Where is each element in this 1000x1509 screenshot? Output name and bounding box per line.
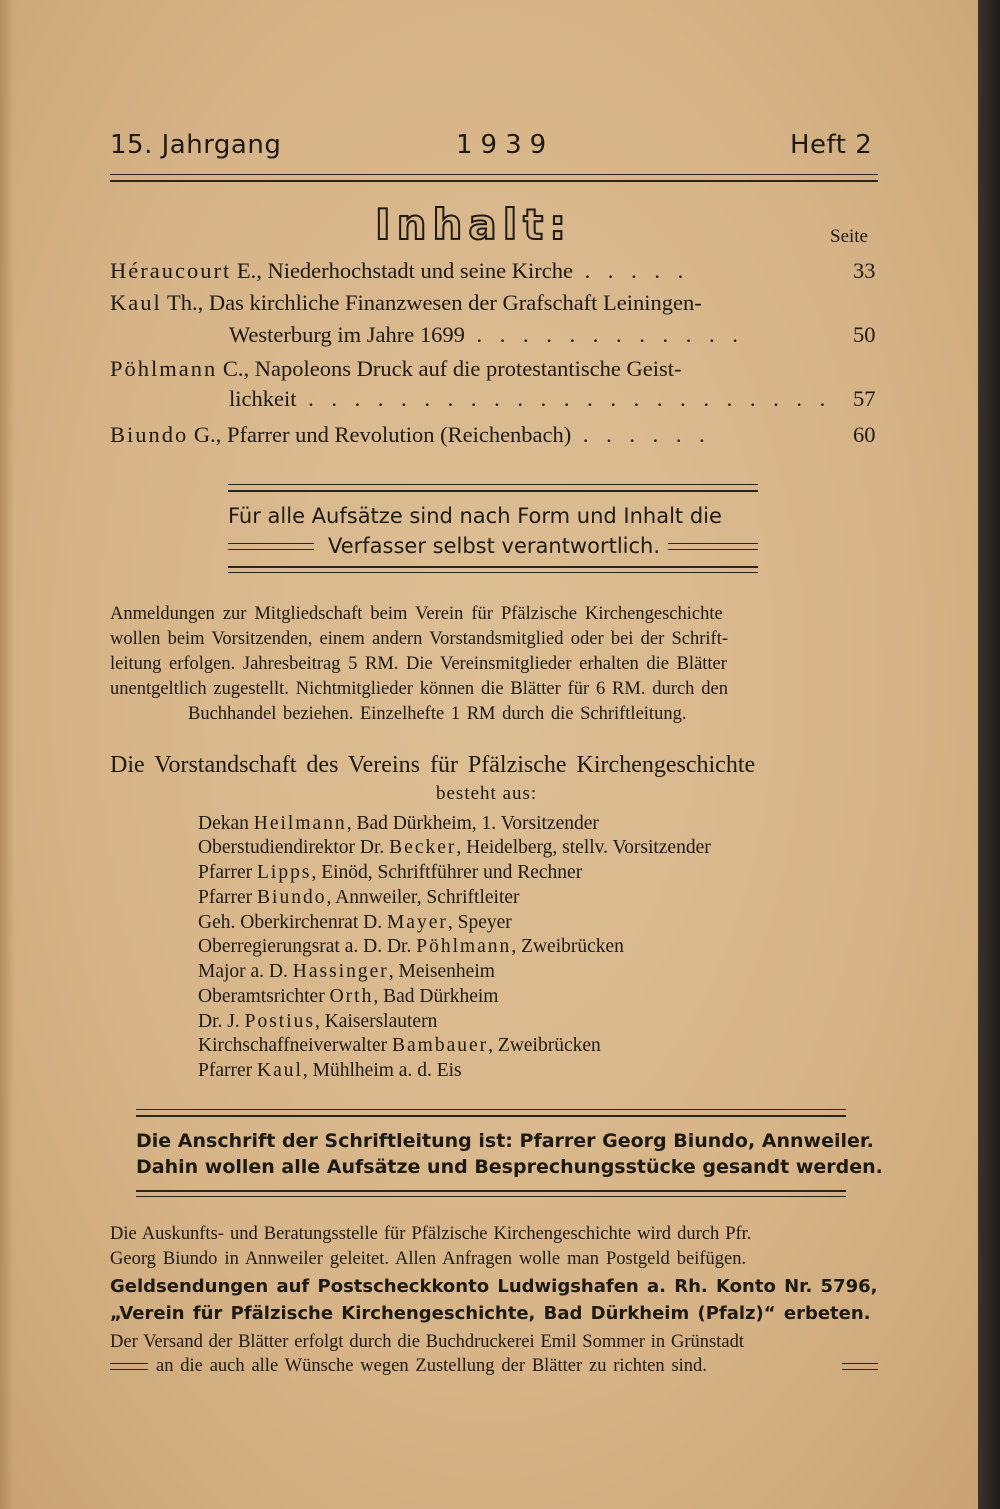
board-member <box>198 837 711 859</box>
member-name: Bambauer <box>392 1035 489 1056</box>
board-subheading: besteht aus: <box>436 783 538 804</box>
disclaimer-rule-bottom-2 <box>228 572 758 573</box>
member-detail: , Zweibrücken <box>511 936 624 957</box>
member-detail: , Kaiserslautern <box>314 1011 438 1032</box>
info-flourish-right <box>842 1363 878 1364</box>
member-role: Pfarrer <box>198 1060 258 1081</box>
disclaimer-flourish-left <box>228 543 314 544</box>
info-flourish-right-2 <box>842 1369 878 1370</box>
disclaimer-flourish-right <box>668 543 758 544</box>
disclaimer-rule-bottom <box>228 566 758 568</box>
info-flourish-left-2 <box>110 1369 148 1370</box>
toc-title: G., Pfarrer und Revolution (Reichenbach) <box>188 422 572 447</box>
member-name: Orth <box>329 986 374 1007</box>
header-rule-bottom <box>110 180 878 182</box>
info-line-bold: „Verein für Pfälzische Kirchengeschichte, Bad Dürkheim (Pfalz)“ erbeten. <box>110 1303 871 1324</box>
toc-page: 50 <box>853 322 876 347</box>
address-rule-bottom-2 <box>136 1196 846 1197</box>
toc-page: 60 <box>853 422 876 447</box>
disclaimer-rule-top <box>228 484 758 485</box>
member-name: Pöhlmann <box>416 936 512 957</box>
disclaimer-line-2: Verfasser selbst verantwortlich. <box>328 534 661 558</box>
info-line: Die Auskunfts- und Beratungsstelle für Pfälzische Kirchengeschichte wird durch Pfr. <box>110 1224 752 1244</box>
member-detail: , Einöd, Schriftführer und Rechner <box>311 862 583 883</box>
member-role: Kirchschaffneiverwalter <box>198 1035 393 1056</box>
board-member <box>198 887 520 909</box>
member-detail: , Bad Dürkheim <box>373 986 499 1007</box>
board-member <box>198 1011 437 1033</box>
membership-line: wollen beim Vorsitzenden, einem andern Vorstandsmitglied oder bei der Schrift- <box>110 629 729 649</box>
member-detail: , Zweibrücken <box>488 1035 601 1056</box>
address-line-2: Dahin wollen alle Aufsätze und Besprechungsstücke gesandt werden. <box>136 1156 883 1178</box>
address-rule-top-2 <box>136 1115 846 1117</box>
member-role: Dekan <box>198 813 254 834</box>
membership-line: Buchhandel beziehen. Einzelhefte 1 RM durch die Schriftleitung. <box>188 704 687 724</box>
toc-entry <box>110 422 711 448</box>
member-role: Pfarrer <box>198 887 258 908</box>
board-member <box>198 961 495 983</box>
info-line-bold: Geldsendungen auf Postscheckkonto Ludwigshafen a. Rh. Konto Nr. 5796, <box>110 1276 878 1297</box>
issue-label: Heft 2 <box>790 130 873 160</box>
toc-leader: . . . . . <box>572 258 690 283</box>
toc-author: Pöhlmann <box>110 356 218 381</box>
volume-label: 15. Jahrgang <box>110 130 282 160</box>
book-spine <box>978 0 1000 1509</box>
member-role: Dr. J. <box>198 1011 245 1032</box>
toc-title: E., Niederhochstadt und seine Kirche <box>231 258 573 283</box>
page-edge-shadow <box>0 0 14 1509</box>
member-role: Pfarrer <box>198 862 258 883</box>
address-rule-bottom <box>136 1190 846 1192</box>
header-rule-top <box>110 174 878 175</box>
member-role: Major a. D. <box>198 961 293 982</box>
toc-page: 33 <box>853 258 876 283</box>
toc-entry <box>110 258 689 284</box>
toc-entry <box>110 356 682 382</box>
member-role: Oberregierungsrat a. D. Dr. <box>198 936 417 957</box>
membership-line: leitung erfolgen. Jahresbeitrag 5 RM. Die Vereinsmitglieder erhalten die Blätter <box>110 654 727 674</box>
toc-entry-continued <box>229 386 831 412</box>
member-detail: , Meisenheim <box>388 961 495 982</box>
member-name: Biundo <box>257 887 327 908</box>
member-detail: , Bad Dürkheim, 1. Vorsitzender <box>346 813 599 834</box>
contents-title: Inhalt: <box>375 200 573 249</box>
member-name: Kaul <box>257 1060 303 1081</box>
member-role: Geh. Oberkirchenrat D. <box>198 912 387 933</box>
member-name: Postius <box>244 1011 315 1032</box>
info-flourish-left <box>110 1363 148 1364</box>
member-role: Oberstudiendirektor Dr. <box>198 837 390 858</box>
member-role: Oberamtsrichter <box>198 986 330 1007</box>
toc-leader: . . . . . . . . . . . . . . . . . . . . . . . <box>296 386 832 411</box>
board-member <box>198 986 498 1008</box>
member-name: Lipps <box>257 862 312 883</box>
address-line-1: Die Anschrift der Schriftleitung ist: Pfarrer Georg Biundo, Annweiler. <box>136 1130 874 1152</box>
board-member <box>198 813 599 835</box>
member-detail: , Heidelberg, stellv. Vorsitzender <box>456 837 711 858</box>
toc-author: Kaul <box>110 290 162 315</box>
board-member <box>198 912 512 934</box>
disclaimer-line-1: Für alle Aufsätze sind nach Form und Inhalt die <box>228 504 722 528</box>
toc-author: Héraucourt <box>110 258 232 283</box>
board-member <box>198 1060 462 1082</box>
board-member <box>198 1035 601 1057</box>
member-detail: , Mühlheim a. d. Eis <box>302 1060 462 1081</box>
toc-leader: . . . . . . <box>571 422 711 447</box>
membership-line: Anmeldungen zur Mitgliedschaft beim Verein für Pfälzische Kirchengeschichte <box>110 604 723 624</box>
membership-line: unentgeltlich zugestellt. Nichtmitglieder können die Blätter für 6 RM. durch den <box>110 679 728 699</box>
board-member <box>198 862 582 884</box>
member-detail: , Annweiler, Schriftleiter <box>326 887 520 908</box>
member-name: Heilmann <box>253 813 347 834</box>
member-name: Mayer <box>386 912 448 933</box>
board-member <box>198 936 624 958</box>
member-name: Hassinger <box>292 961 389 982</box>
toc-leader: . . . . . . . . . . . . <box>464 322 744 347</box>
toc-author: Biundo <box>110 422 189 447</box>
toc-title-continued: lichkeit <box>229 386 297 411</box>
toc-page: 57 <box>853 386 876 411</box>
info-line: Der Versand der Blätter erfolgt durch die Buchdruckerei Emil Sommer in Grünstadt <box>110 1332 744 1352</box>
toc-entry <box>110 290 702 316</box>
toc-entry-continued <box>229 322 744 348</box>
member-detail: , Speyer <box>447 912 512 933</box>
toc-title-continued: Westerburg im Jahre 1699 <box>229 322 465 347</box>
disclaimer-flourish-left-2 <box>228 549 314 550</box>
info-line: Georg Biundo in Annweiler geleitet. Allen Anfragen wolle man Postgeld beifügen. <box>110 1249 747 1269</box>
board-heading: Die Vorstandschaft des Vereins für Pfälzische Kirchengeschichte <box>110 752 756 778</box>
member-name: Becker <box>389 837 457 858</box>
year-label: 1939 <box>456 130 555 160</box>
page-column-label: Seite <box>830 226 868 247</box>
address-rule-top <box>136 1109 846 1110</box>
info-line: an die auch alle Wünsche wegen Zustellung der Blätter zu richten sind. <box>156 1356 707 1376</box>
disclaimer-flourish-right-2 <box>668 549 758 550</box>
toc-title: C., Napoleons Druck auf die protestantische Geist- <box>217 356 682 381</box>
toc-title: Th., Das kirchliche Finanzwesen der Grafschaft Leiningen- <box>161 290 702 315</box>
disclaimer-rule-top-2 <box>228 490 758 492</box>
